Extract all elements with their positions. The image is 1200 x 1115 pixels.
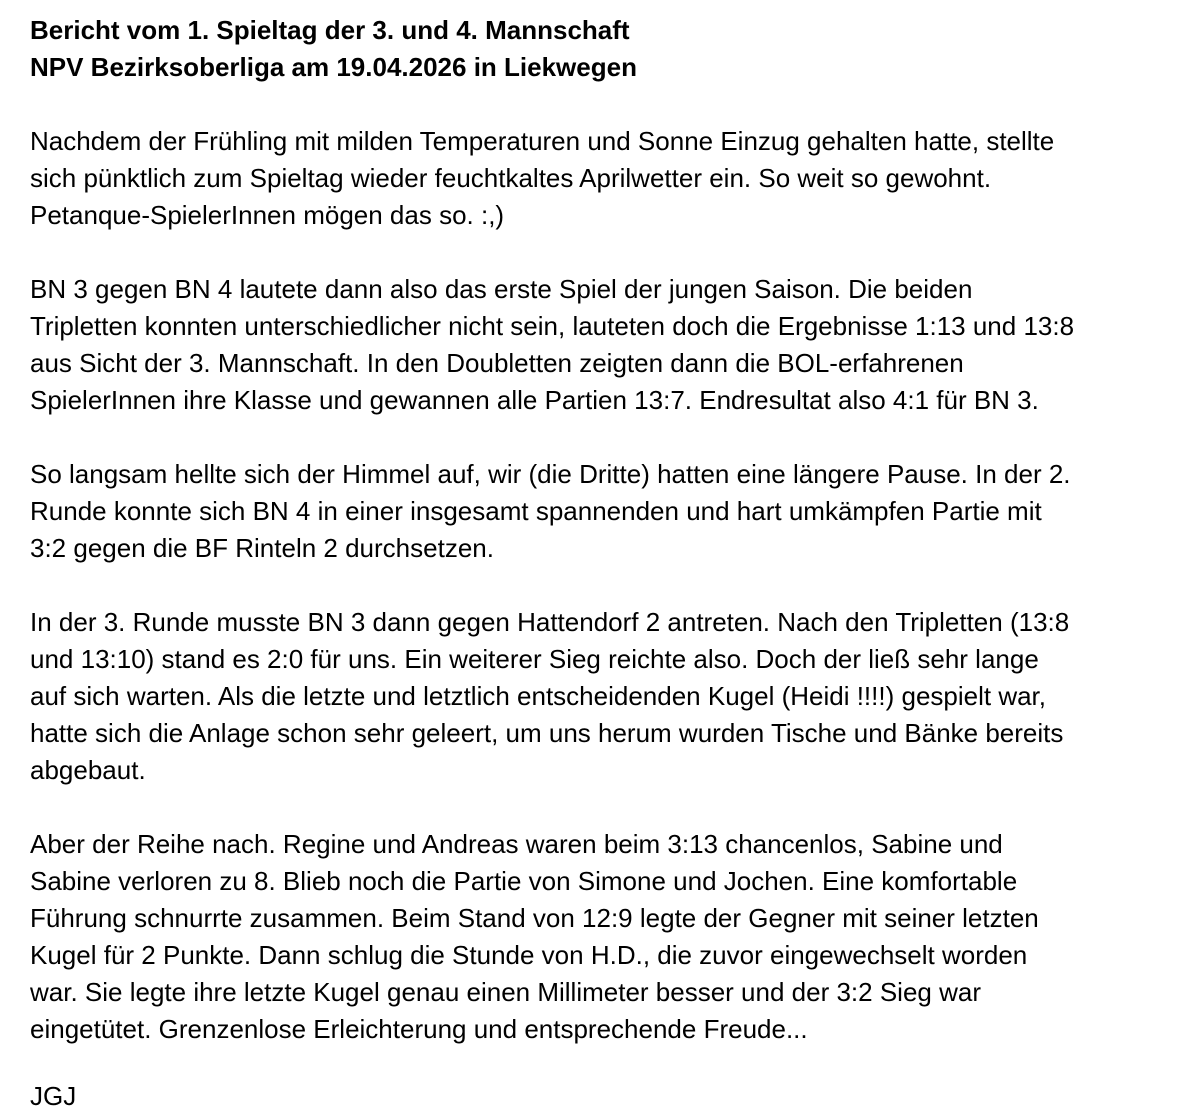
text-line: hatte sich die Anlage schon sehr geleert, um uns herum wurden Tische und Bänke bereits — [30, 718, 1064, 748]
text-line: So langsam hellte sich der Himmel auf, wir (die Dritte) hatten eine längere Pause. In der 2. — [30, 459, 1071, 489]
text-line: war. Sie legte ihre letzte Kugel genau einen Millimeter besser und der 3:2 Sieg war — [30, 977, 981, 1007]
text-line: Nachdem der Frühling mit milden Temperaturen und Sonne Einzug gehalten hatte, stellte — [30, 126, 1055, 156]
text-line: eingetütet. Grenzenlose Erleichterung und entsprechende Freude... — [30, 1014, 808, 1044]
report-title-line-1: Bericht vom 1. Spieltag der 3. und 4. Mannschaft — [30, 15, 630, 45]
text-line: 3:2 gegen die BF Rinteln 2 durchsetzen. — [30, 533, 494, 563]
text-line: aus Sicht der 3. Mannschaft. In den Doubletten zeigten dann die BOL-erfahrenen — [30, 348, 964, 378]
text-line: SpielerInnen ihre Klasse und gewannen alle Partien 13:7. Endresultat also 4:1 für BN 3. — [30, 385, 1039, 415]
text-line: Petanque-SpielerInnen mögen das so. :,) — [30, 200, 505, 230]
signature-text: JGJ — [30, 1081, 77, 1111]
text-line: In der 3. Runde musste BN 3 dann gegen Hattendorf 2 antreten. Nach den Tripletten (13:8 — [30, 607, 1070, 637]
paragraph-final-match — [30, 826, 1172, 1048]
text-line: Aber der Reihe nach. Regine und Andreas waren beim 3:13 chancenlos, Sabine und — [30, 829, 1003, 859]
report-title — [30, 12, 1172, 86]
paragraph-weather-intro — [30, 123, 1172, 234]
text-line: Sabine verloren zu 8. Blieb noch die Partie von Simone und Jochen. Eine komfortable — [30, 866, 1018, 896]
text-line: BN 3 gegen BN 4 lautete dann also das erste Spiel der jungen Saison. Die beiden — [30, 274, 973, 304]
text-line: abgebaut. — [30, 755, 146, 785]
text-line: auf sich warten. Als die letzte und letztlich entscheidenden Kugel (Heidi !!!!) gespielt war, — [30, 681, 1047, 711]
paragraph-round-3 — [30, 604, 1172, 789]
text-line: sich pünktlich zum Spieltag wieder feuchtkaltes Aprilwetter ein. So weit so gewohnt. — [30, 163, 992, 193]
text-line: Tripletten konnten unterschiedlicher nicht sein, lauteten doch die Ergebnisse 1:13 und 13:8 — [30, 311, 1075, 341]
text-line: und 13:10) stand es 2:0 für uns. Ein weiterer Sieg reichte also. Doch der ließ sehr lange — [30, 644, 1039, 674]
report-title-line-2: NPV Bezirksoberliga am 19.04.2026 in Liekwegen — [30, 52, 637, 82]
paragraph-round-1 — [30, 271, 1172, 419]
text-line: Kugel für 2 Punkte. Dann schlug die Stunde von H.D., die zuvor eingewechselt worden — [30, 940, 1028, 970]
text-line: Runde konnte sich BN 4 in einer insgesamt spannenden und hart umkämpfen Partie mit — [30, 496, 1042, 526]
text-line: Führung schnurrte zusammen. Beim Stand von 12:9 legte der Gegner mit seiner letzten — [30, 903, 1039, 933]
paragraph-round-2 — [30, 456, 1172, 567]
signature-block — [30, 1078, 1172, 1115]
